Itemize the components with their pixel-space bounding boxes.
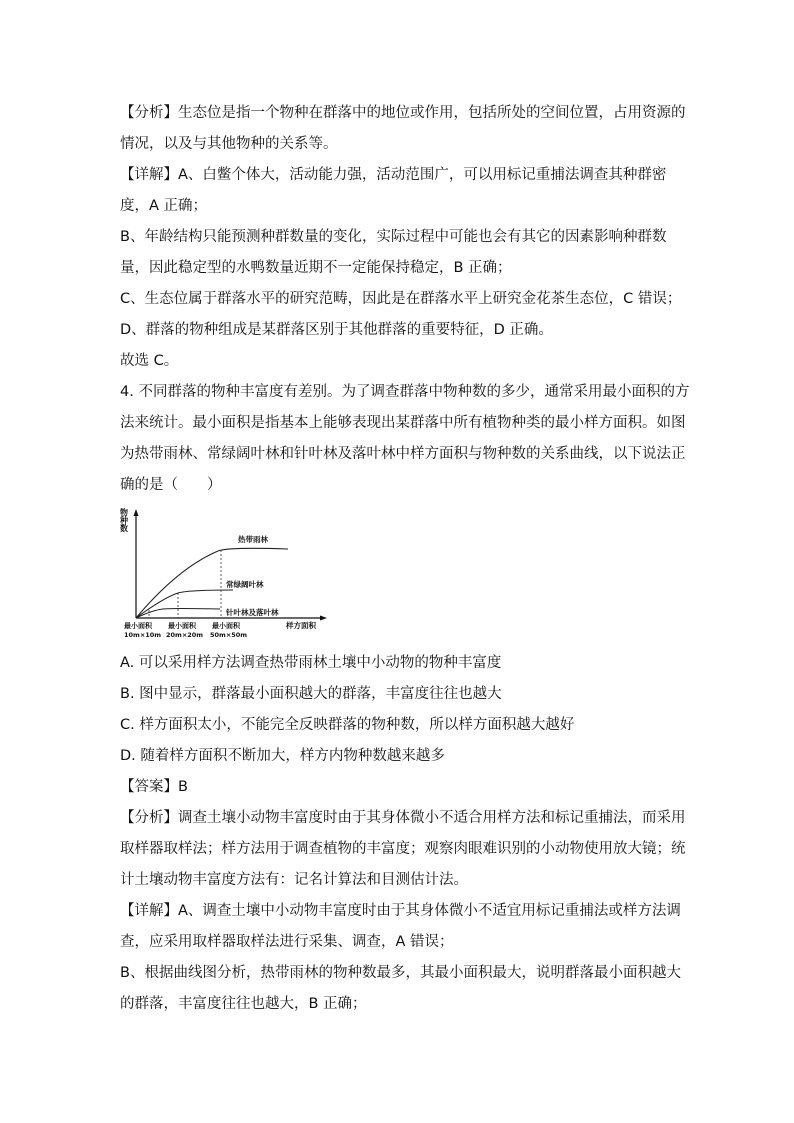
analysis-line-2: 取样器取样法；样方法用于调查植物的丰富度；观察肉眼难识别的小动物使用放大镜；统: [120, 841, 686, 857]
option-d: D. 随着样方面积不断加大，样方内物种数越来越多: [120, 748, 445, 764]
option-a: A. 可以采用样方法调查热带雨林土壤中小动物的物种丰富度: [120, 655, 502, 671]
text-line-9: 故选 C。: [120, 353, 179, 369]
question-4-stem-2: 法来统计。最小面积是指基本上能够表现出某群落中所有植物种类的最小样方面积。如图: [120, 415, 686, 431]
detail-line-3: B、根据曲线图分析，热带雨林的物种数最多，其最小面积最大，说明群落最小面积越大: [120, 965, 681, 981]
text-line-8: D、群落的物种组成是某群落区别于其他群落的重要特征，D 正确。: [120, 322, 553, 338]
curve-evergreen-broadleaf: [136, 590, 233, 618]
text-line-4: 度，A 正确；: [120, 198, 208, 214]
question-4-stem-3: 为热带雨林、常绿阔叶林和针叶林及落叶林中样方面积与物种数的关系曲线，以下说法正: [120, 446, 686, 462]
question-4-stem-4: 确的是（ ）: [120, 477, 222, 493]
text-line-3: 【详解】A、白鳖个体大，活动能力强，活动范围广，可以用标记重捕法调查其种群密: [120, 167, 667, 183]
text-line-6: 量，因此稳定型的水鸭数量近期不一定能保持稳定，B 正确；: [120, 260, 512, 276]
question-4-stem-1: 4. 不同群落的物种丰富度有差别。为了调查群落中物种数的多少，通常采用最小面积的方: [120, 384, 690, 400]
detail-line-2: 查，应采用取样器取样法进行采集、调查，A 错误；: [120, 934, 454, 950]
x-tick-3-name: 最小面积: [212, 622, 240, 630]
y-axis-arrow: [134, 509, 139, 516]
x-axis-arrow: [320, 616, 327, 621]
x-tick-1-size: 10m×10m: [124, 631, 162, 639]
text-line-2: 情况，以及与其他物种的关系等。: [120, 136, 338, 152]
x-tick-2-name: 最小面积: [168, 622, 196, 630]
x-tick-3-size: 50m×50m: [210, 631, 248, 639]
species-area-figure: [118, 506, 330, 646]
text-line-7: C、生态位属于群落水平的研究范畴，因此是在群落水平上研究金花茶生态位，C 错误；: [120, 291, 682, 307]
detail-line-1: 【详解】A、调查土壤中小动物丰富度时由于其身体微小不适宜用标记重捕法或样方法调: [120, 903, 681, 919]
analysis-line-1: 【分析】调查土壤小动物丰富度时由于其身体微小不适合用样方法和标记重捕法，而采用: [120, 810, 686, 826]
label-evergreen-broadleaf: 常绿阔叶林: [226, 580, 264, 589]
label-tropical-rainforest: 热带雨林: [238, 535, 268, 544]
analysis-line-3: 计土壤动物丰富度方法有：记名计算法和目测估计法。: [120, 872, 468, 888]
x-tick-2-size: 20m×20m: [166, 631, 204, 639]
x-tick-1-name: 最小面积: [124, 622, 152, 630]
option-c: C. 样方面积太小，不能完全反映群落的物种数，所以样方面积越大越好: [120, 717, 575, 733]
text-line-5: B、年龄结构只能预测种群数量的变化，实际过程中可能也会有其它的因素影响种群数: [120, 229, 667, 245]
label-conifer-deciduous: 针叶林及落叶林: [226, 608, 279, 617]
option-b: B. 图中显示，群落最小面积越大的群落，丰富度往往也越大: [120, 686, 502, 702]
detail-line-4: 的群落，丰富度往往也越大，B 正确；: [120, 996, 367, 1012]
text-line-1: 【分析】生态位是指一个物种在群落中的地位或作用，包括所处的空间位置，占用资源的: [120, 105, 686, 121]
y-axis-label: 物种数: [119, 508, 129, 532]
x-axis-label: 样方面积: [286, 621, 316, 630]
answer-line: 【答案】B: [120, 779, 188, 795]
